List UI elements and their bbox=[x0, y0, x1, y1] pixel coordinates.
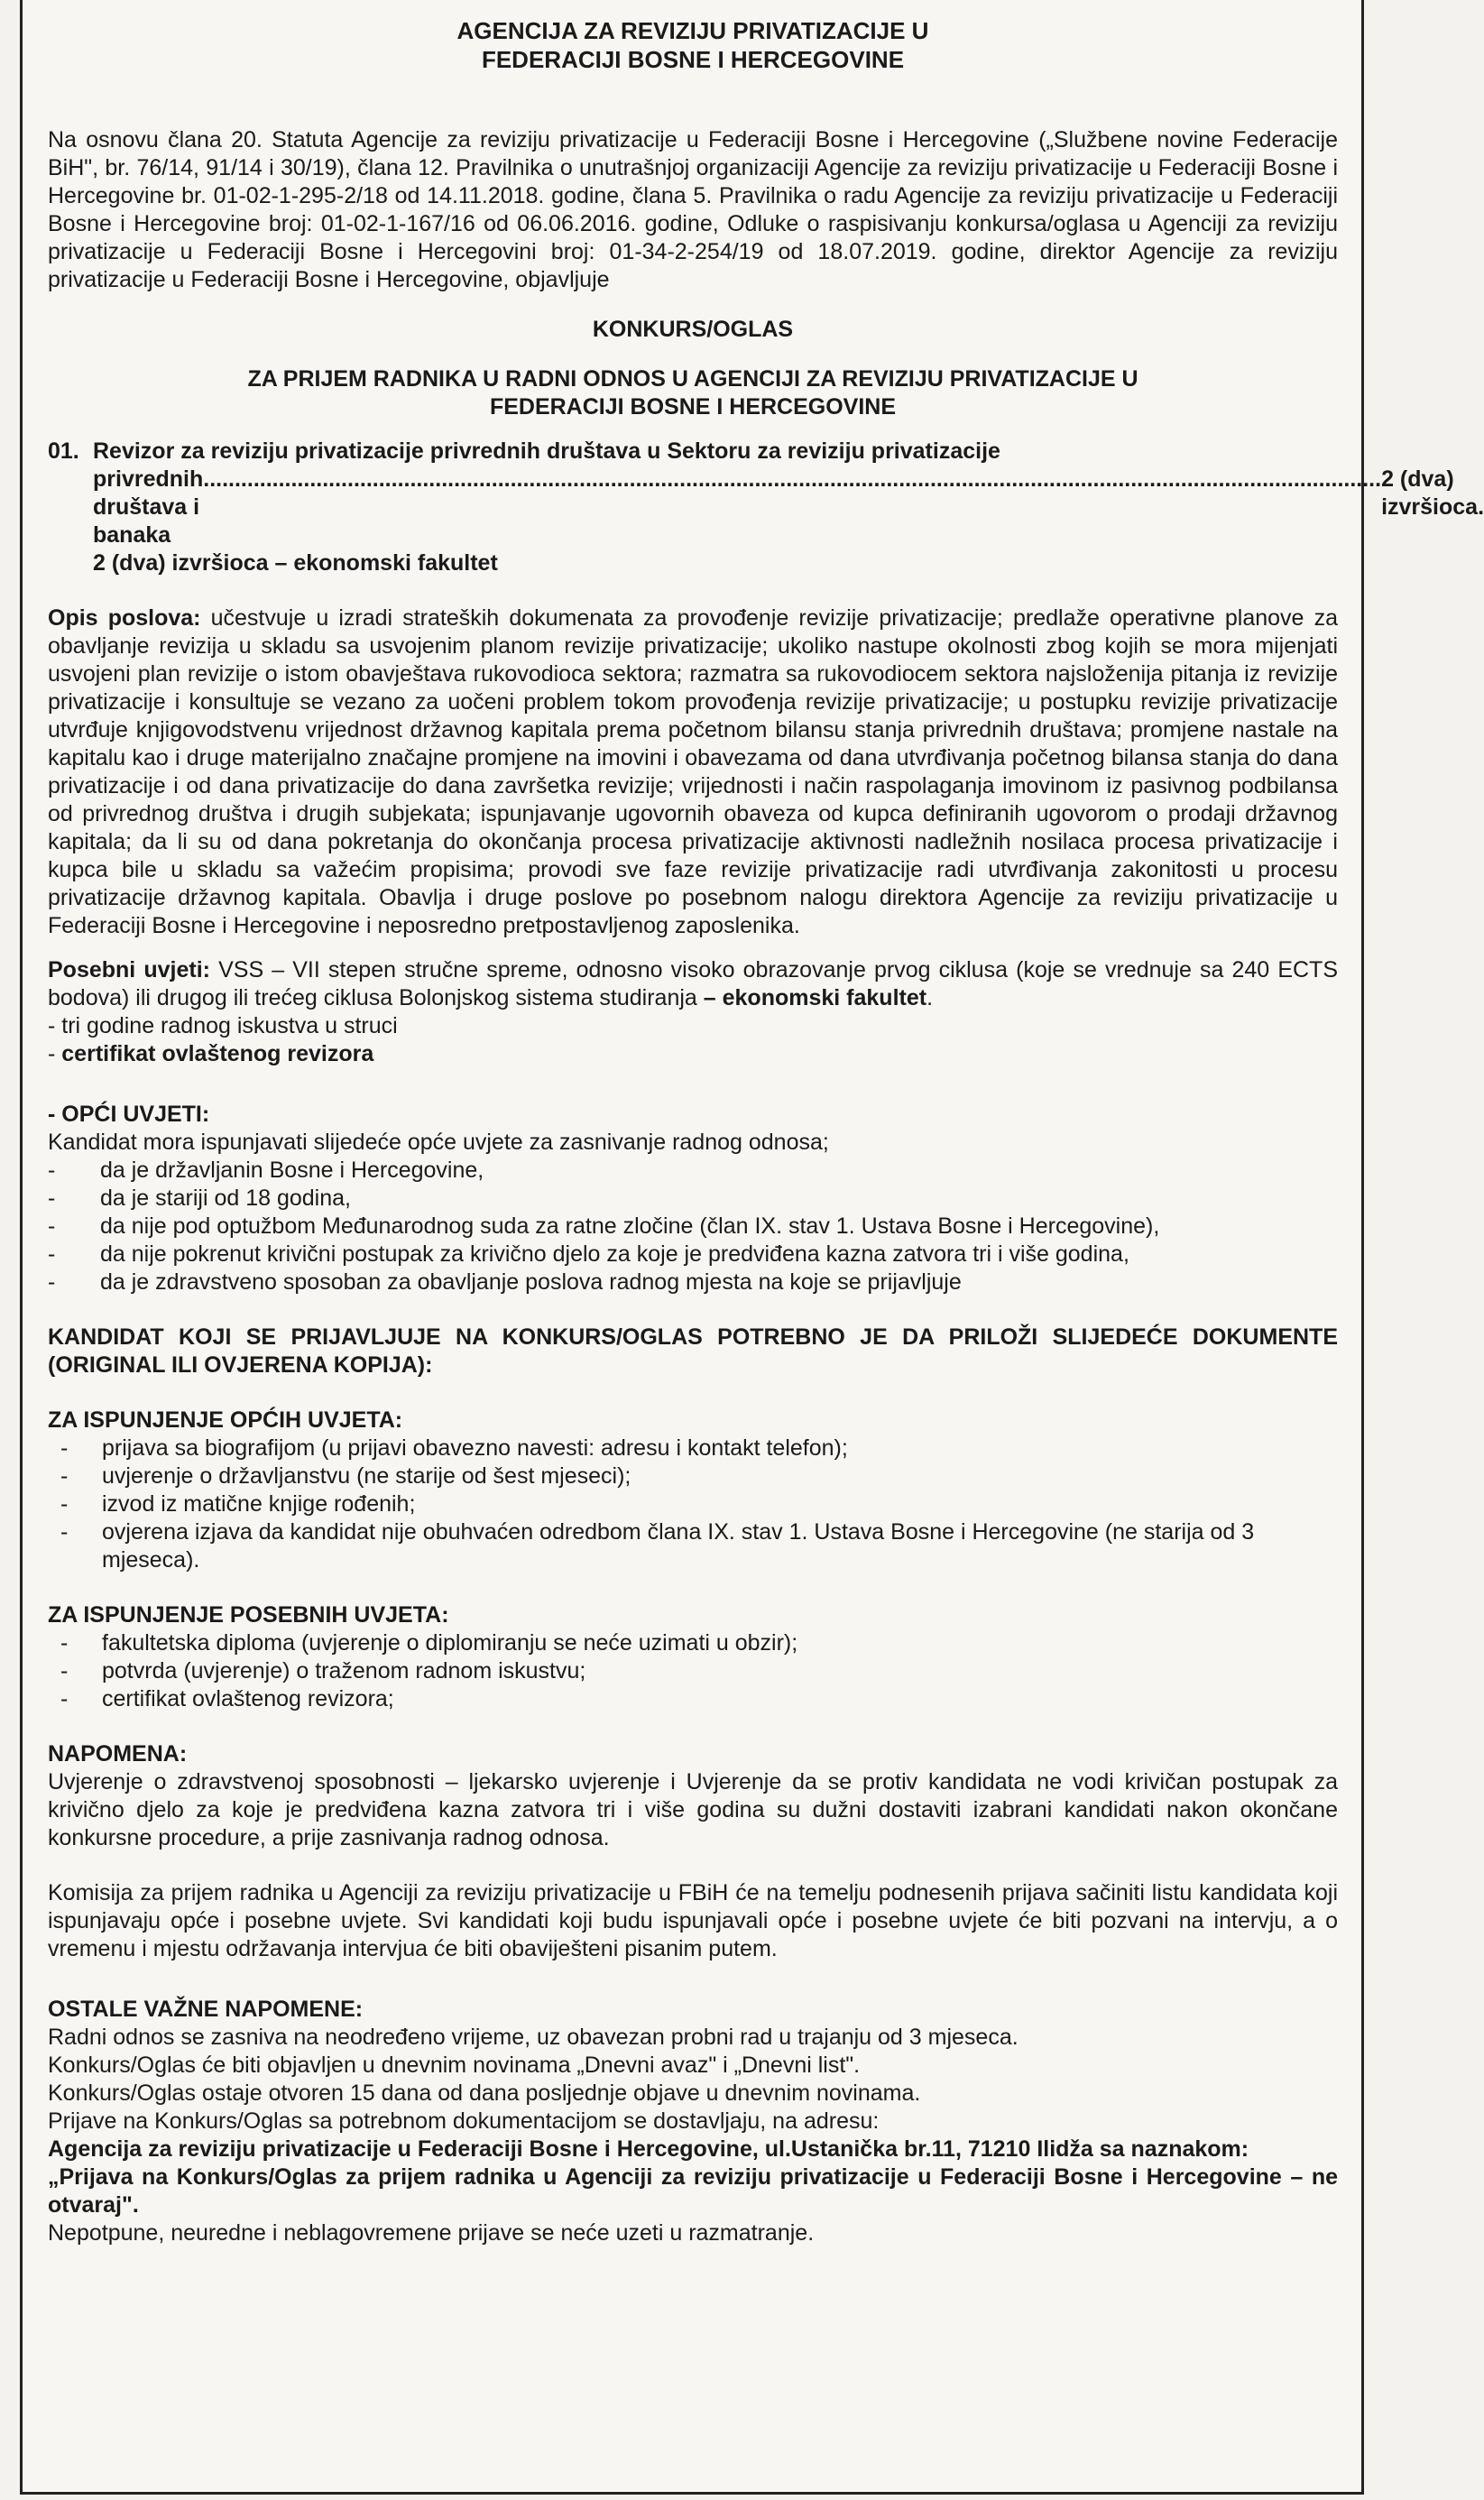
list-item: - prijava sa biografijom (u prijavi obavezno navesti: adresu i kontakt telefon); bbox=[48, 1435, 1338, 1462]
konkurs-title: KONKURS/OGLAS bbox=[592, 317, 794, 342]
posebni-label: Posebni uvjeti: bbox=[48, 957, 210, 982]
ostale-last: Nepotpune, neuredne i neblagovremene prijave se neće uzeti u razmatranje. bbox=[48, 2220, 815, 2246]
list-item: - da nije pod optužbom Međunarodnog suda za ratne zločine (član IX. stav 1. Ustava Bosne i Hercegovine), bbox=[48, 1213, 1338, 1241]
opis-poslova bbox=[48, 604, 1338, 940]
list-item: - certifikat ovlaštenog revizora; bbox=[48, 1685, 1338, 1713]
ispunjenje-opcih-list bbox=[48, 1435, 1338, 1574]
document-body bbox=[48, 16, 1484, 2247]
list-item: - da je državljanin Bosne i Hercegovine, bbox=[48, 1157, 1338, 1185]
posebni-text-end: . bbox=[926, 985, 934, 1010]
ispunjenje-posebnih-list bbox=[48, 1629, 1338, 1713]
list-item: - da je stariji od 18 godina, bbox=[48, 1185, 1338, 1213]
ostale-line-4: Prijave na Konkurs/Oglas sa potrebnom dokumentacijom se dostavljaju, na adresu: bbox=[48, 2108, 880, 2134]
ispunjenje-opcih-label: ZA ISPUNJENJE OPĆIH UVJETA: bbox=[48, 1407, 403, 1433]
ostale-line-2: Konkurs/Oglas će biti objavljen u dnevnim novinama „Dnevni avaz" i „Dnevni list". bbox=[48, 2053, 861, 2078]
list-item: - da nije pokrenut krivični postupak za krivično djelo za koje je predviđena kazna zatvora tri i više godina, bbox=[48, 1241, 1338, 1268]
position-title-line2: privrednih društava i banaka bbox=[93, 466, 204, 548]
posebni-item-1: - tri godine radnog iskustva u struci bbox=[48, 1013, 398, 1038]
opci-uvjeti-intro: Kandidat mora ispunjavati slijedeće opće uvjete za zasnivanje radnog odnosa; bbox=[48, 1130, 829, 1155]
napomena-text-1: Uvjerenje o zdravstvenoj sposobnosti – ljekarsko uvjerenje i Uvjerenje da se protiv kandidata ne vodi krivičan postupak za krivično djelo za koje je predviđena kazna zatvora tri i više godina su dužni dostaviti izabrani kandidati nakon okončane konkursne procedure, a prije zasnivanja radnog odnosa. bbox=[48, 1769, 1338, 1850]
list-item: - fakultetska diploma (uvjerenje o diplomiranju se neće uzimati u obzir); bbox=[48, 1629, 1338, 1657]
subtitle-line2: FEDERACIJI BOSNE I HERCEGOVINE bbox=[489, 394, 897, 420]
leader-dots bbox=[203, 466, 1381, 549]
position-count: 2 (dva) izvršioca. bbox=[1381, 466, 1484, 520]
ostale-address: Agencija za reviziju privatizacije u Federaciji Bosne i Hercegovine, ul.Ustanička br.11, 71210 Ilidža sa naznakom: bbox=[48, 2136, 1249, 2162]
posebni-item-2-text: certifikat ovlaštenog revizora bbox=[61, 1041, 374, 1066]
ostale-line-1: Radni odnos se zasniva na neodređeno vrijeme, uz obavezan probni rad u trajanju od 3 mjeseca. bbox=[48, 2025, 1019, 2050]
list-item: - ovjerena izjava da kandidat nije obuhvaćen odredbom člana IX. stav 1. Ustava Bosne i Hercegovine (ne starija od 3 mjeseca). bbox=[48, 1518, 1338, 1574]
kandidat-heading: KANDIDAT KOJI SE PRIJAVLJUJE NA KONKURS/OGLAS POTREBNO JE DA PRILOŽI SLIJEDEĆE DOKUMENTE (ORIGINAL ILI OVJERENA KOPIJA): bbox=[48, 1324, 1338, 1378]
list-item: - da je zdravstveno sposoban za obavljanje poslova radnog mjesta na koje se prijavljuje bbox=[48, 1268, 1338, 1296]
position-title-line1: Revizor za reviziju privatizacije privrednih društava u Sektoru za reviziju privatizacije bbox=[93, 438, 1000, 464]
opci-uvjeti-label: - OPĆI UVJETI: bbox=[48, 1102, 210, 1127]
napomena-text-2: Komisija za prijem radnika u Agenciji za reviziju privatizacije u FBiH će na temelju podnesenih prijava sačiniti listu kandidata koji ispunjavaju opće i posebne uvjete. Svi kandidati koji budu ispunjavali opće i posebne uvjete će biti pozvani na intervju, a o vremenu i mjestu održavanja intervjua će biti obaviješteni pisanim putem. bbox=[48, 1880, 1338, 1961]
opis-label: Opis poslova: bbox=[48, 605, 201, 631]
subtitle-line1: ZA PRIJEM RADNIKA U RADNI ODNOS U AGENCIJI ZA REVIZIJU PRIVATIZACIJE U bbox=[247, 366, 1138, 392]
preamble: Na osnovu člana 20. Statuta Agencije za reviziju privatizacije u Federaciji Bosne i Hercegovine („Službene novine Federacije BiH", br. 76/14, 91/14 i 30/19), člana 12. Pravilnika o unutrašnjoj organizaciji Agencije za reviziju privatizacije u Federaciji Bosne i Hercegovine br. 01-02-1-295-2/18 od 14.11.2018. godine, člana 5. Pravilnika o radu Agencije za reviziju privatizacije u Federaciji Bosne i Hercegovine broj: 01-02-1-167/16 od 06.06.2016. godine, Odluke o raspisivanju konkursa/oglasa u Agenciji za reviziju privatizacije u Federaciji Bosne i Hercegovini broj: 01-34-2-254/19 od 18.07.2019. godine, direktor Agencije za reviziju privatizacije u Federaciji Bosne i Hercegovine, objavljuje bbox=[48, 127, 1338, 292]
ispunjenje-posebnih-label: ZA ISPUNJENJE POSEBNIH UVJETA: bbox=[48, 1602, 449, 1628]
agency-title-line2: FEDERACIJI BOSNE I HERCEGOVINE bbox=[481, 46, 905, 73]
ostale-line-3: Konkurs/Oglas ostaje otvoren 15 dana od dana posljednje objave u dnevnim novinama. bbox=[48, 2080, 921, 2106]
agency-title-line1: AGENCIJA ZA REVIZIJU PRIVATIZACIJE U bbox=[456, 17, 929, 44]
ostale-label: OSTALE VAŽNE NAPOMENE: bbox=[48, 1997, 364, 2022]
position-block bbox=[48, 438, 1484, 577]
posebni-item-2 bbox=[48, 1040, 1338, 1068]
position-count-line: 2 (dva) izvršioca – ekonomski fakultet bbox=[93, 550, 498, 576]
posebni-item-2-prefix: - bbox=[48, 1041, 62, 1066]
napomena-label: NAPOMENA: bbox=[48, 1741, 188, 1767]
document-page bbox=[20, 0, 1484, 2495]
list-item: - izvod iz matične knjige rođenih; bbox=[48, 1490, 1338, 1518]
posebni-uvjeti bbox=[48, 956, 1338, 1012]
posebni-text-bold: – ekonomski fakultet bbox=[703, 985, 927, 1010]
list-item: - uvjerenje o državljanstvu (ne starije od šest mjeseci); bbox=[48, 1462, 1338, 1490]
ostale-naznaka: „Prijava na Konkurs/Oglas za prijem radnika u Agenciji za reviziju privatizacije u Federaciji Bosne i Hercegovine – ne otvaraj". bbox=[48, 2164, 1338, 2218]
list-item: - potvrda (uvjerenje) o traženom radnom iskustvu; bbox=[48, 1657, 1338, 1685]
opci-uvjeti-list bbox=[48, 1157, 1338, 1296]
opis-text: učestvuje u izradi strateških dokumenata za provođenje revizije privatizacije; predlaže operativne planove za obavljanje revizija u skladu sa usvojenim planom revizije privatizacije; ukoliko nastupe okolnosti zbog kojih se mora mijenjati usvojeni plan revizije o istom obavještava rukovodioca sektora; razmatra sa rukovodiocem sektora najsloženija pitanja iz revizije privatizacije i konsultuje se vezano za uočeni problem tokom provođenja revizije privatizacije; u postupku revizije privatizacije utvrđuje knjigovodstvenu vrijednost državnog kapitala prema početnom bilansu stanja privrednih društava; promjene nastale na kapitalu kao i druge materijalno značajne promjene na imovini i obavezama od dana utvrđivanja početnog bilansa stanja do dana privatizacije i od dana privatizacije do dana završetka revizije; vrijednosti i način raspolaganja imovinom iz pasivnog podbilansa od privrednog društva i drugih subjekata; ispunjavanje ugovornih obaveza od kupca definiranih ugovorom o prodaji državnog kapitala; da li su od dana pokretanja do okončanja procesa privatizacije aktivnosti nadležnih nosilaca procesa privatizacije i kupca bile u skladu sa važećim propisima; provodi sve faze revizije privatizacije radi utvrđivanja zakonitosti u procesu privatizacije državnog kapitala. Obavlja i druge poslove po posebnom nalogu direktora Agencije za reviziju privatizacije u Federaciji Bosne i Hercegovine i neposredno pretpostavljenog zaposlenika. bbox=[48, 605, 1338, 938]
position-number: 01. bbox=[48, 438, 79, 464]
posebni-text: VSS – VII stepen stručne spreme, odnosno visoko obrazovanje prvog ciklusa (koje se vrednuje sa 240 ECTS bodova) ili drugog ili trećeg ciklusa Bolonjskog sistema studiranja bbox=[48, 957, 1338, 1010]
